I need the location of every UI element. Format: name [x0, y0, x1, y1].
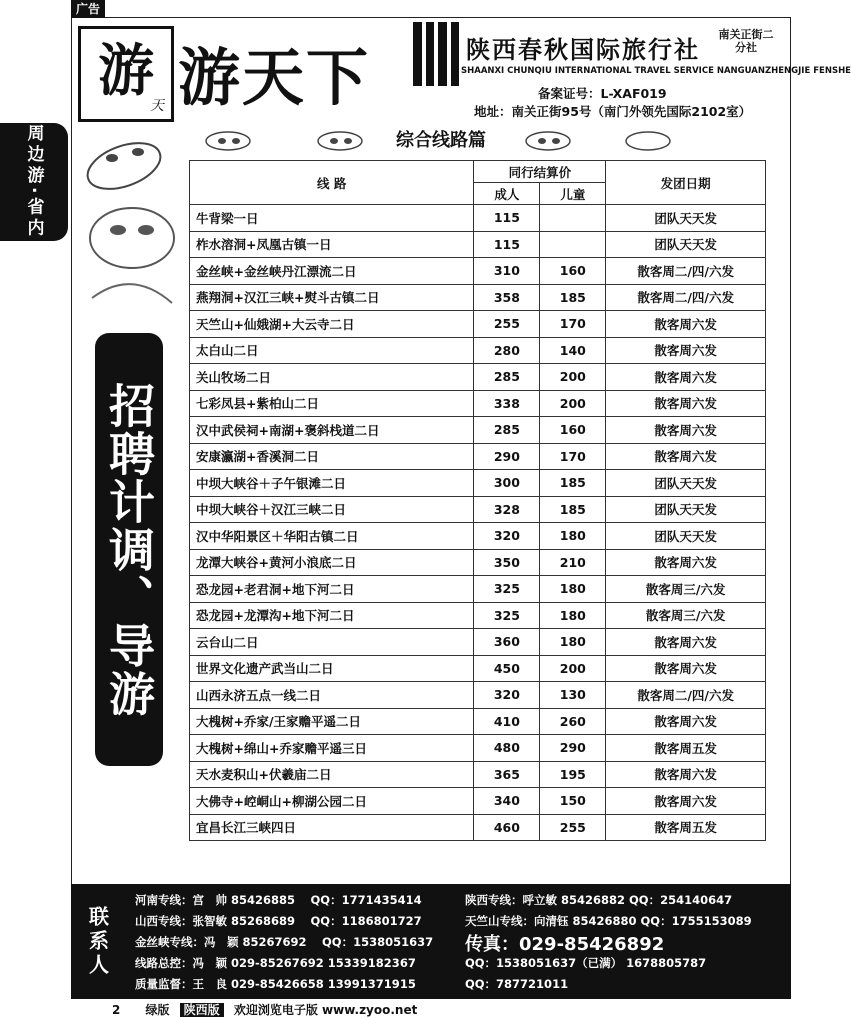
- adult-price-cell: 350: [474, 549, 540, 576]
- child-price-cell: 180: [540, 523, 606, 550]
- date-cell: 散客周五发: [606, 735, 766, 762]
- date-cell: 散客周六发: [606, 788, 766, 815]
- mask-decoration: [72, 118, 187, 328]
- adult-price-cell: 480: [474, 735, 540, 762]
- mask-strip-icon: [200, 126, 370, 156]
- date-cell: 散客周六发: [606, 655, 766, 682]
- edition: 绿版: [145, 1003, 170, 1017]
- date-cell: 团队天天发: [606, 470, 766, 497]
- side-tab: 周边游·省内: [0, 123, 68, 241]
- adult-price-cell: 325: [474, 602, 540, 629]
- brand-name: 陕西春秋国际旅行社: [466, 35, 700, 64]
- date-cell: 团队天天发: [606, 205, 766, 232]
- table-row: [190, 761, 766, 788]
- date-cell: 散客周六发: [606, 337, 766, 364]
- child-price-cell: 210: [540, 549, 606, 576]
- route-cell: 中坝大峡谷＋子午银滩二日: [190, 470, 474, 497]
- adult-price-cell: 460: [474, 814, 540, 841]
- date-cell: 散客周六发: [606, 364, 766, 391]
- route-cell: 恐龙园+老君洞+地下河二日: [190, 576, 474, 603]
- date-cell: 散客周三/六发: [606, 576, 766, 603]
- route-cell: 恐龙园+龙潭沟+地下河二日: [190, 602, 474, 629]
- adult-price-cell: 285: [474, 417, 540, 444]
- route-cell: 安康瀛湖+香溪洞二日: [190, 443, 474, 470]
- date-cell: 散客周二/四/六发: [606, 284, 766, 311]
- date-cell: 散客周三/六发: [606, 602, 766, 629]
- adult-price-cell: 340: [474, 788, 540, 815]
- child-price-cell: 170: [540, 443, 606, 470]
- adult-price-cell: 300: [474, 470, 540, 497]
- adult-price-cell: 365: [474, 761, 540, 788]
- route-cell: 柞水溶洞+凤凰古镇一日: [190, 231, 474, 258]
- table-row: [190, 258, 766, 285]
- section-title: 综合线路篇: [396, 130, 486, 151]
- date-cell: 散客周六发: [606, 390, 766, 417]
- table-row: [190, 549, 766, 576]
- adult-price-cell: 358: [474, 284, 540, 311]
- child-price-cell: 185: [540, 470, 606, 497]
- route-cell: 天水麦积山+伏羲庙二日: [190, 761, 474, 788]
- edition-badge: 陕西版: [180, 1003, 224, 1017]
- adult-price-cell: 320: [474, 523, 540, 550]
- date-cell: 散客周六发: [606, 708, 766, 735]
- contact-left: 金丝峡专线：冯 颖 85267692 QQ：1538051637: [135, 935, 434, 949]
- table-row: [190, 364, 766, 391]
- route-cell: 龙潭大峡谷+黄河小浪底二日: [190, 549, 474, 576]
- child-price-cell: 160: [540, 258, 606, 285]
- child-price-cell: 140: [540, 337, 606, 364]
- contact-left: 质量监督：王 良 029-85426658 13991371915: [135, 977, 416, 991]
- adult-price-cell: 255: [474, 311, 540, 338]
- footer-link[interactable]: 欢迎浏览电子版 www.zyoo.net: [233, 1003, 418, 1017]
- child-price-cell: 255: [540, 814, 606, 841]
- table-row: [190, 443, 766, 470]
- child-price-cell: 130: [540, 682, 606, 709]
- date-cell: 散客周二/四/六发: [606, 258, 766, 285]
- route-cell: 牛背梁一日: [190, 205, 474, 232]
- table-row: [190, 311, 766, 338]
- route-cell: 金丝峡+金丝峡丹江漂流二日: [190, 258, 474, 285]
- table-row: [190, 470, 766, 497]
- logo-deco: 天: [150, 98, 164, 114]
- contact-right: 传真：029-85426892: [465, 934, 665, 955]
- table-row: [190, 284, 766, 311]
- table-row: [190, 814, 766, 841]
- license-number: 备案证号：L-XAF019: [538, 86, 667, 101]
- date-cell: 团队天天发: [606, 523, 766, 550]
- date-cell: 团队天天发: [606, 231, 766, 258]
- child-price-cell: 200: [540, 655, 606, 682]
- date-cell: 散客周六发: [606, 417, 766, 444]
- header-date: 发团日期: [606, 161, 766, 205]
- child-price-cell: 170: [540, 311, 606, 338]
- adult-price-cell: 325: [474, 576, 540, 603]
- route-cell: 七彩凤县+紫柏山二日: [190, 390, 474, 417]
- route-cell: 云台山二日: [190, 629, 474, 656]
- route-cell: 汉中华阳景区＋华阳古镇二日: [190, 523, 474, 550]
- route-cell: 汉中武侯祠+南湖+褒斜栈道二日: [190, 417, 474, 444]
- table-row: [190, 523, 766, 550]
- child-price-cell: [540, 205, 606, 232]
- footer: [112, 1001, 417, 1018]
- date-cell: 散客周六发: [606, 761, 766, 788]
- header-adult: 成人: [474, 183, 540, 205]
- route-cell: 大槐树+乔家/王家赡平遥二日: [190, 708, 474, 735]
- contact-right: 天竺山专线：向清钰 85426880 QQ：1755153089: [465, 914, 752, 928]
- adult-price-cell: 310: [474, 258, 540, 285]
- address: 地址：南关正街95号（南门外领先国际2102室）: [474, 104, 752, 119]
- header-route: 线 路: [190, 161, 474, 205]
- child-price-cell: 180: [540, 602, 606, 629]
- table-row: [190, 735, 766, 762]
- adult-price-cell: 115: [474, 205, 540, 232]
- contacts-panel: [71, 884, 791, 999]
- date-cell: 团队天天发: [606, 496, 766, 523]
- contact-right: QQ：787721011: [465, 977, 569, 991]
- route-cell: 中坝大峡谷＋汉江三峡二日: [190, 496, 474, 523]
- route-cell: 天竺山+仙娥湖+大云寺二日: [190, 311, 474, 338]
- page-number: 2: [112, 1003, 121, 1017]
- child-price-cell: 185: [540, 496, 606, 523]
- contact-left: 山西专线：张智敏 85268689 QQ：1186801727: [135, 914, 422, 928]
- table-row: [190, 390, 766, 417]
- date-cell: 散客周六发: [606, 629, 766, 656]
- child-price-cell: 185: [540, 284, 606, 311]
- brand-english: SHAANXI CHUNQIU INTERNATIONAL TRAVEL SERVICE NANGUANZHENGJIE FENSHE: [461, 66, 851, 76]
- route-cell: 燕翔洞+汉江三峡+熨斗古镇二日: [190, 284, 474, 311]
- adult-price-cell: 450: [474, 655, 540, 682]
- child-price-cell: 290: [540, 735, 606, 762]
- child-price-cell: [540, 231, 606, 258]
- table-row: [190, 337, 766, 364]
- date-cell: 散客周六发: [606, 549, 766, 576]
- contacts-label: 联系人: [85, 905, 110, 978]
- adult-price-cell: 360: [474, 629, 540, 656]
- table-row: [190, 417, 766, 444]
- child-price-cell: 150: [540, 788, 606, 815]
- contact-right: QQ：1538051637（已满） 1678805787: [465, 956, 707, 970]
- brand-logo-icon: [413, 22, 459, 86]
- child-price-cell: 160: [540, 417, 606, 444]
- logo-title: 游天下: [178, 41, 371, 114]
- table-row: [190, 788, 766, 815]
- table-row: [190, 655, 766, 682]
- header-child: 儿童: [540, 183, 606, 205]
- table-row: [190, 629, 766, 656]
- contact-right: 陕西专线：呼立敏 85426882 QQ：254140647: [465, 893, 733, 907]
- logo-seal: 游: [78, 26, 174, 122]
- table-row: [190, 708, 766, 735]
- route-cell: 世界文化遗产武当山二日: [190, 655, 474, 682]
- ad-tag: 广告: [71, 0, 105, 18]
- date-cell: 散客周六发: [606, 443, 766, 470]
- table-row: [190, 602, 766, 629]
- adult-price-cell: 338: [474, 390, 540, 417]
- route-cell: 太白山二日: [190, 337, 474, 364]
- child-price-cell: 200: [540, 390, 606, 417]
- route-cell: 大佛寺+崆峒山+柳湖公园二日: [190, 788, 474, 815]
- route-table: [189, 160, 766, 841]
- child-price-cell: 260: [540, 708, 606, 735]
- adult-price-cell: 320: [474, 682, 540, 709]
- date-cell: 散客周五发: [606, 814, 766, 841]
- adult-price-cell: 280: [474, 337, 540, 364]
- date-cell: 散客周六发: [606, 311, 766, 338]
- table-row: [190, 231, 766, 258]
- header-price: 同行结算价: [474, 161, 606, 183]
- contact-left: 河南专线：宫 帅 85426885 QQ：1771435414: [135, 893, 422, 907]
- route-cell: 大槐树+绵山+乔家赡平遥三日: [190, 735, 474, 762]
- adult-price-cell: 410: [474, 708, 540, 735]
- route-cell: 宜昌长江三峡四日: [190, 814, 474, 841]
- table-row: [190, 205, 766, 232]
- brand-branch: 南关正街二分社: [718, 28, 774, 54]
- date-cell: 散客周二/四/六发: [606, 682, 766, 709]
- recruit-banner: 招聘计调、导游: [95, 333, 163, 766]
- adult-price-cell: 290: [474, 443, 540, 470]
- child-price-cell: 180: [540, 576, 606, 603]
- adult-price-cell: 115: [474, 231, 540, 258]
- contact-left: 线路总控：冯 颖 029-85267692 15339182367: [135, 956, 416, 970]
- route-cell: 关山牧场二日: [190, 364, 474, 391]
- table-row: [190, 496, 766, 523]
- table-row: [190, 576, 766, 603]
- table-row: [190, 682, 766, 709]
- mask-strip-right-icon: [508, 126, 688, 156]
- adult-price-cell: 285: [474, 364, 540, 391]
- adult-price-cell: 328: [474, 496, 540, 523]
- child-price-cell: 195: [540, 761, 606, 788]
- route-cell: 山西永济五点一线二日: [190, 682, 474, 709]
- child-price-cell: 180: [540, 629, 606, 656]
- child-price-cell: 200: [540, 364, 606, 391]
